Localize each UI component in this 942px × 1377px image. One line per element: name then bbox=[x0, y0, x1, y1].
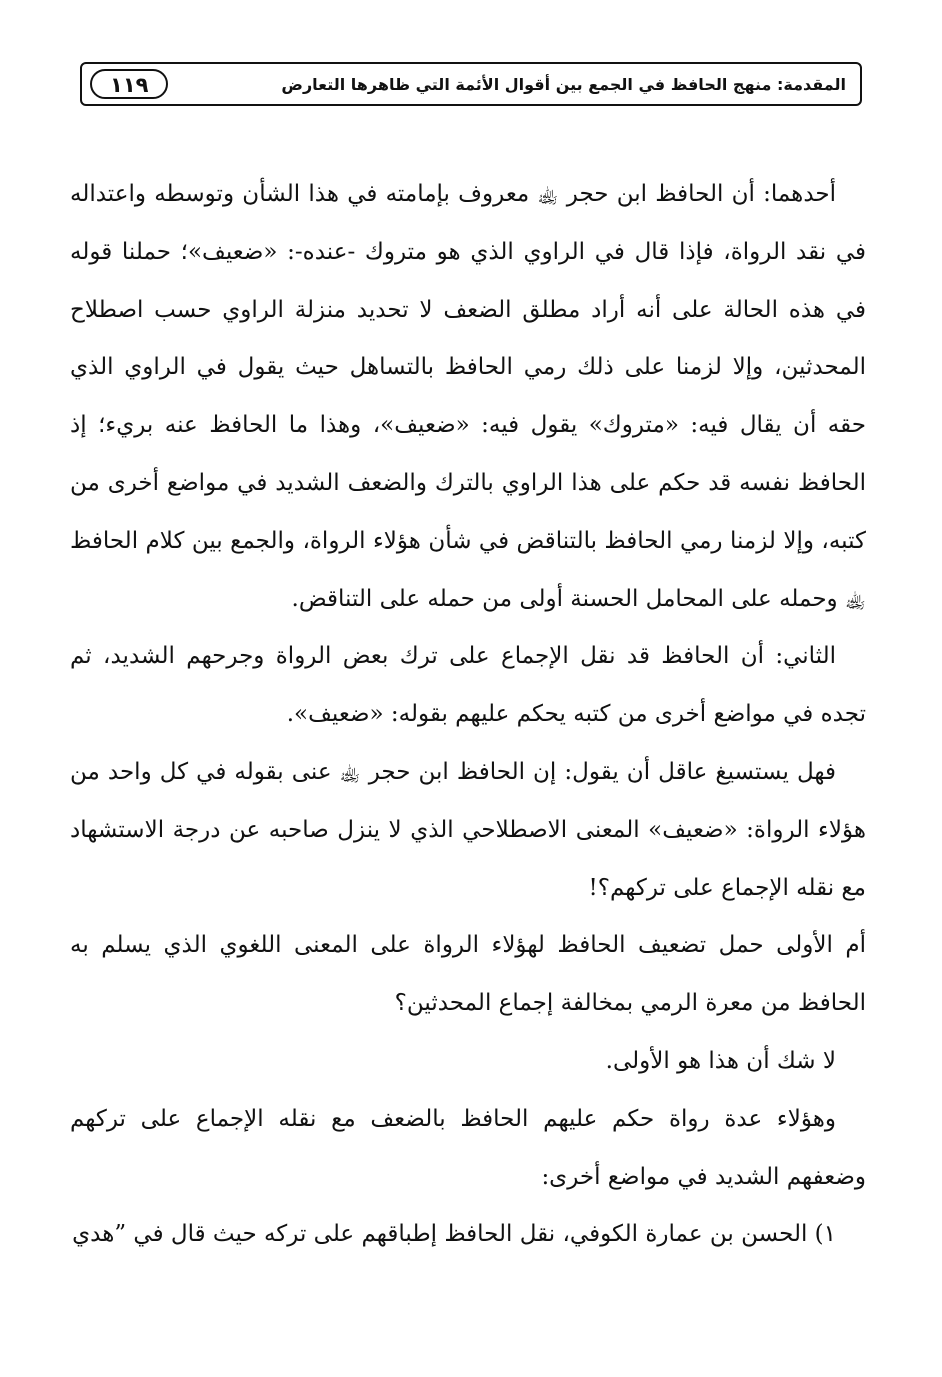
list-item-first-narrator: ١) الحسن بن عمارة الكوفي، نقل الحافظ إطباقهم على تركه حيث قال في ”هدي bbox=[72, 1221, 836, 1248]
paragraph-alternative: أم الأولى حمل تضعيف الحافظ لهؤلاء الرواة على المعنى اللغوي الذي يسلم به الحافظ من معرة الرمي بمخالفة إجماع المحدثين؟ bbox=[70, 932, 866, 1017]
paragraph-narrators-intro: وهؤلاء عدة رواة حكم عليهم الحافظ بالضعف مع نقله الإجماع على تركهم وضعفهم الشديد في مواضع أخرى: bbox=[70, 1105, 866, 1190]
paragraph-first-reason: أحدهما: أن الحافظ ابن حجر ﵀ معروف بإمامته في هذا الشأن وتوسطه واعتداله في نقد الرواة، فإذا قال في الراوي الذي هو متروك -عنده-: «ضعيف»؛ حملنا قوله في هذه الحالة على أنه أراد مطلق الضعف لا تحديد منزلة الراوي حسب اصطلاح المحدثين، وإلا لزمنا على ذلك رمي الحافظ بالتساهل حيث يقول في الراوي الذي حقه أن يقال فيه: «متروك» يقول فيه: «ضعيف»، وهذا ما الحافظ عنه بريء؛ إذ الحافظ نفسه قد حكم على هذا الراوي بالترك والضعف الشديد في مواضع أخرى من كتبه، وإلا لزمنا رمي الحافظ بالتناقض في شأن هؤلاء الرواة، والجمع بين كلام الحافظ ﵀ وحمله على المحامل الحسنة أولى من حمله على التناقض. bbox=[70, 181, 867, 612]
header-title: المقدمة: منهج الحافظ في الجمع بين أقوال الأئمة التي ظاهرها التعارض bbox=[281, 74, 846, 94]
running-header bbox=[80, 62, 862, 106]
page-body bbox=[70, 166, 866, 1264]
page-number: ١١٩ bbox=[90, 69, 168, 99]
paragraph-conclusion: لا شك أن هذا هو الأولى. bbox=[605, 1047, 836, 1074]
paragraph-second-reason: الثاني: أن الحافظ قد نقل الإجماع على ترك بعض الرواة وجرحهم الشديد، ثم تجده في مواضع أخرى من كتبه يحكم عليهم بقوله: «ضعيف». bbox=[70, 643, 866, 728]
paragraph-question: فهل يستسيغ عاقل أن يقول: إن الحافظ ابن حجر ﵀ عنى بقوله في كل واحد من هؤلاء الرواة: «ضعيف» المعنى الاصطلاحي الذي لا ينزل صاحبه عن درجة الاستشهاد مع نقله الإجماع على تركهم؟! bbox=[70, 758, 866, 901]
